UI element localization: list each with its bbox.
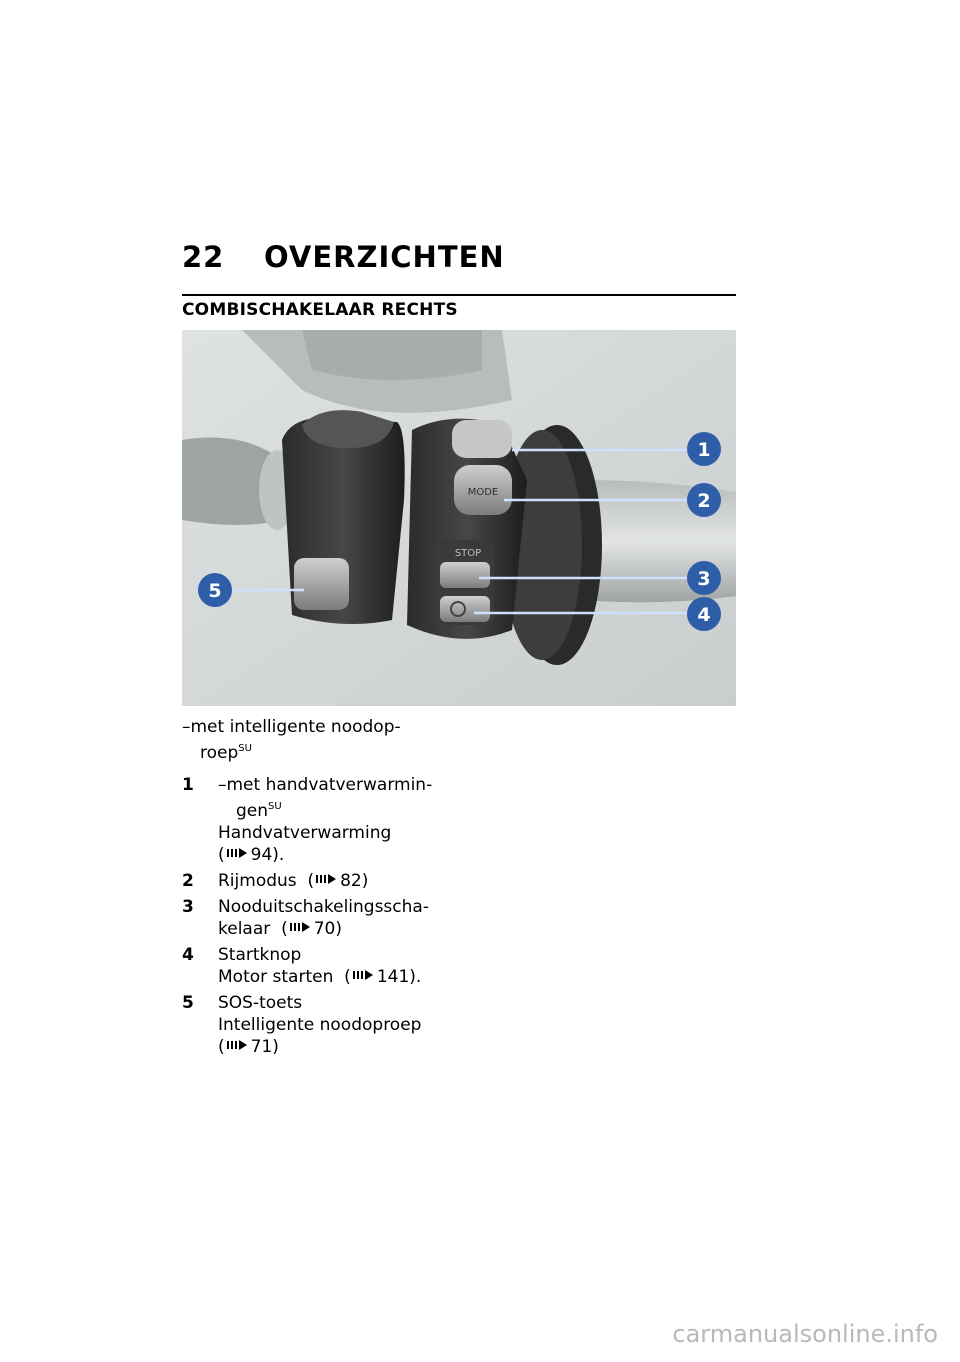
item-text: Intelligente noodoproep — [218, 1015, 422, 1035]
list-item — [182, 944, 452, 988]
item-text: Handvatverwarming — [218, 823, 392, 843]
page-reference-arrow-icon — [227, 847, 247, 859]
page-reference: 70) — [313, 919, 342, 939]
item-number: 3 — [182, 897, 194, 917]
item-text: Nooduitschakelingsscha- — [218, 897, 429, 917]
figure-illustration — [182, 330, 736, 706]
item-text: gen — [236, 801, 269, 821]
svg-text:1: 1 — [697, 439, 711, 461]
ref-paren: ( — [307, 871, 315, 891]
page-reference: 82) — [340, 871, 369, 891]
note-cont: roep — [200, 743, 239, 763]
ref-paren: ( — [281, 919, 288, 939]
item-text: Motor starten — [218, 967, 334, 987]
list-item — [182, 896, 452, 940]
callout-1 — [687, 432, 721, 466]
item-number: 4 — [182, 945, 194, 965]
subsection-title: COMBISCHAKELAAR RECHTS — [182, 300, 458, 320]
svg-text:5: 5 — [208, 580, 222, 602]
item-sup: SU — [268, 801, 282, 812]
handlebar-switch-figure — [182, 330, 736, 706]
page-number: 22 — [182, 240, 225, 274]
page-header — [182, 240, 736, 274]
item-text: Rijmodus — [218, 871, 297, 891]
stop-label: STOP — [454, 548, 482, 559]
ref-paren: ( — [218, 1037, 225, 1057]
item-text: Startknop — [218, 945, 302, 965]
optional-note — [182, 716, 452, 764]
list-item — [182, 870, 452, 892]
callout-5 — [198, 573, 232, 607]
page-reference-arrow-icon — [227, 1039, 247, 1051]
item-text: SOS-toets — [218, 993, 303, 1013]
callout-2 — [687, 483, 721, 517]
svg-text:3: 3 — [697, 568, 711, 590]
item-number: 2 — [182, 871, 194, 891]
page-reference-arrow-icon — [290, 921, 310, 933]
callout-3 — [687, 561, 721, 595]
svg-text:2: 2 — [697, 490, 711, 512]
page-reference: 71) — [250, 1037, 279, 1057]
page-reference-arrow-icon — [353, 969, 373, 981]
legend-list — [182, 774, 452, 1058]
ref-paren: ( — [218, 845, 225, 865]
watermark: carmanualsonline.info — [672, 1320, 938, 1348]
legend-text — [182, 716, 452, 1062]
item-text: kelaar — [218, 919, 271, 939]
ref-paren: ( — [344, 967, 351, 987]
note-sup: SU — [238, 743, 252, 754]
list-item — [182, 774, 452, 866]
section-title: OVERZICHTEN — [264, 240, 505, 274]
note-prefix: –met intelligente noodop- — [182, 717, 401, 737]
mode-label: MODE — [467, 487, 499, 498]
page-reference: 141). — [376, 967, 422, 987]
page-reference: 94). — [250, 845, 285, 865]
callout-4 — [687, 597, 721, 631]
item-number: 5 — [182, 993, 194, 1013]
header-rule — [182, 294, 736, 296]
item-number: 1 — [182, 775, 194, 795]
list-item — [182, 992, 452, 1058]
item-text: –met handvatverwarmin- — [218, 775, 433, 795]
svg-text:4: 4 — [697, 604, 711, 626]
page-reference-arrow-icon — [316, 873, 336, 885]
